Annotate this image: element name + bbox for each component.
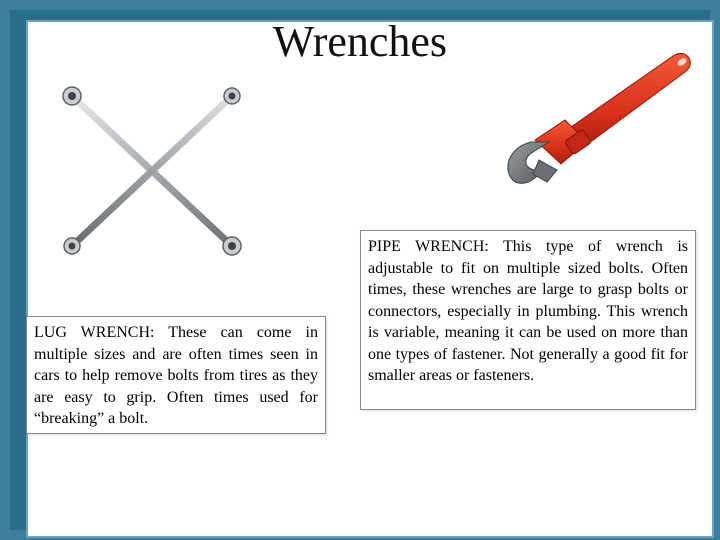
pipe-wrench-description: PIPE WRENCH: This type of wrench is adjustable to fit on multiple sized bolts. Often times, these wrenches are large to grasp bolts or connectors, especially in plumbing. This wrench is variable, meaning it can be used on more than one types of fastener. Not generally a good fit for smaller areas or fasteners. — [360, 230, 696, 410]
pipe-wrench-image — [495, 42, 715, 192]
lug-wrench-image — [50, 78, 250, 278]
lug-wrench-description: LUG WRENCH: These can come in multiple sizes and are often times seen in cars to help remove bolts from tires as they are easy to grip. Often times used for “breaking” a bolt. — [26, 316, 326, 434]
slide-title: Wrenches — [272, 17, 448, 66]
